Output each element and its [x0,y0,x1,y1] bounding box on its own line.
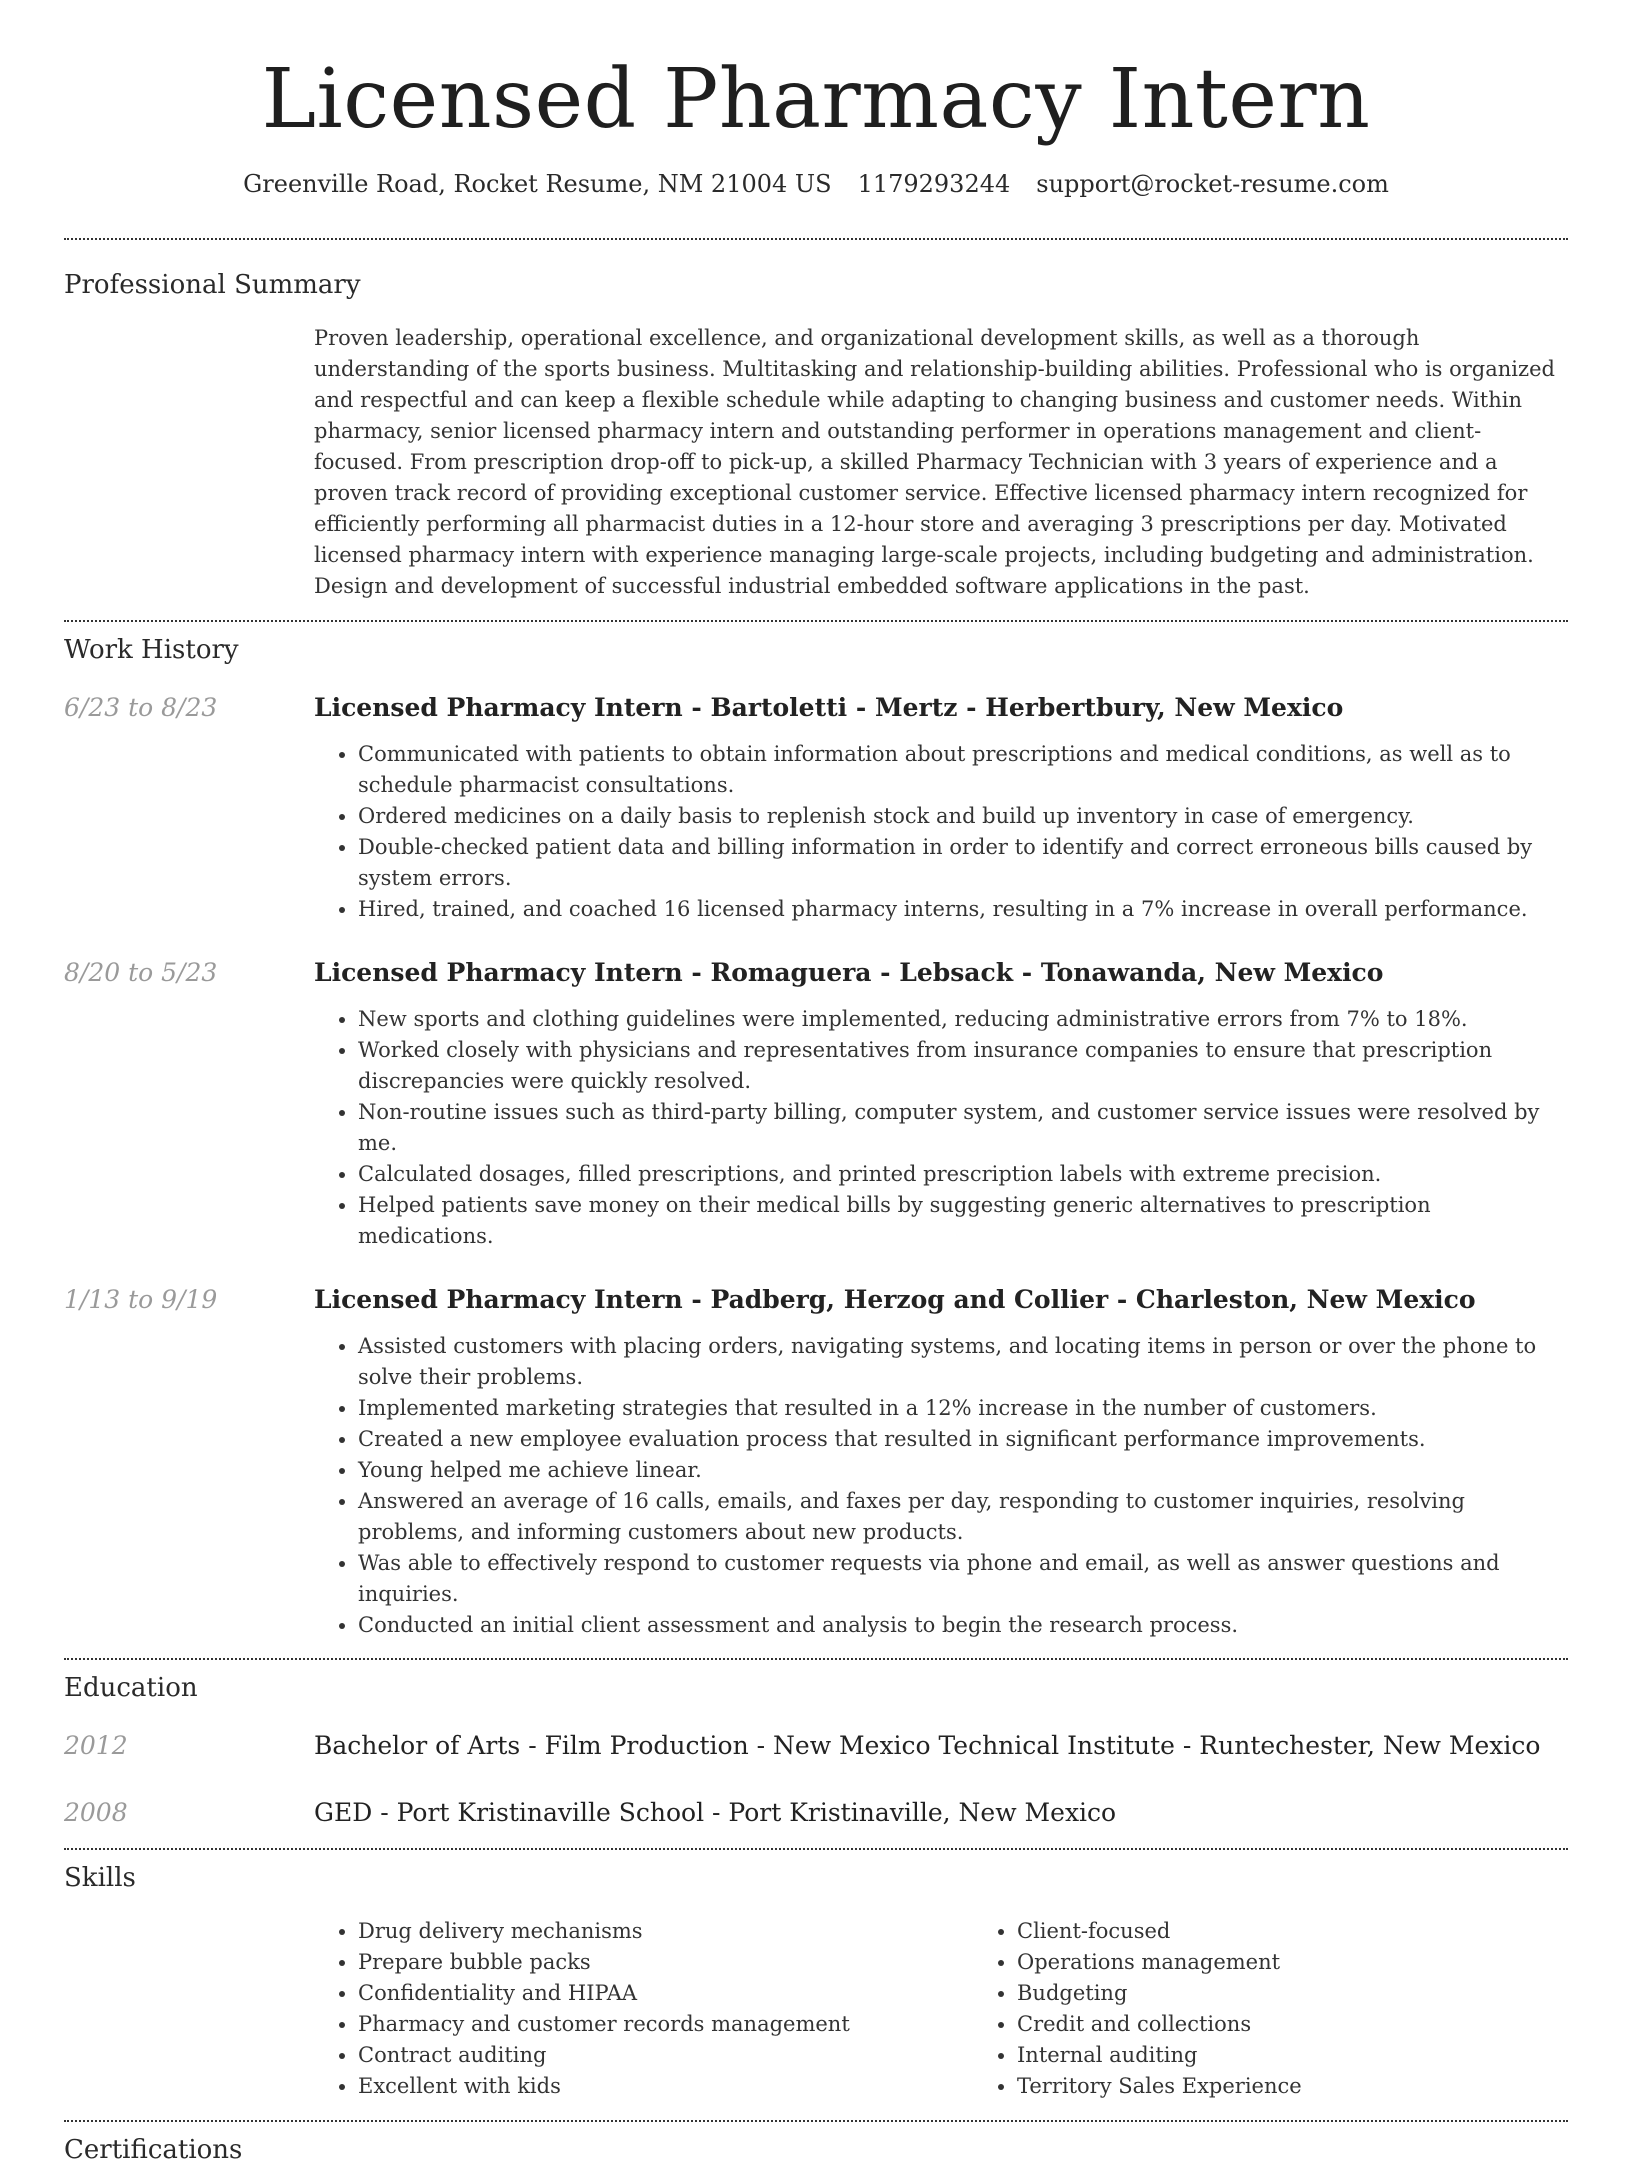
job-bullet: • Worked closely with physicians and representatives from insurance companies to ensure that prescription discrepancies were quickly resolved. [358,1035,1568,1097]
section-divider [64,1658,1568,1660]
contact-email[interactable]: support@rocket-resume.com [1036,170,1389,198]
skill-item: • Budgeting [1017,1978,1632,2009]
skill-item: • Internal auditing [1017,2040,1632,2071]
skills-list-left [314,1916,973,2102]
section-divider [64,1848,1568,1850]
job-details [314,1283,1568,1641]
section-divider [64,238,1568,240]
certifications-heading: Certifications [64,2135,243,2165]
skills-section [64,1861,1568,2102]
section-divider [64,620,1568,622]
job-bullet: • Was able to effectively respond to customer requests via phone and email, as well as answer questions and inquiries. [358,1548,1568,1610]
summary-spacer [64,323,314,602]
skill-item: • Contract auditing [358,2040,973,2071]
job-dates: 8/20 to 5/23 [64,958,218,987]
education-title: Bachelor of Arts - Film Production - New Mexico Technical Institute - Runtechester, New Mexico [314,1731,1541,1760]
job-entry [64,956,1568,1252]
job-entry [64,691,1568,925]
resume-page [64,0,1568,2167]
section-divider [64,2120,1568,2122]
skill-item: • Excellent with kids [358,2071,973,2102]
job-bullet: • Implemented marketing strategies that resulted in a 12% increase in the number of customers. [358,1393,1568,1424]
job-title: Licensed Pharmacy Intern - Bartoletti - Mertz - Herbertbury, New Mexico [314,693,1344,722]
education-entry [64,1729,1568,1763]
candidate-name: Licensed Pharmacy Intern [261,52,1371,147]
education-year: 2012 [64,1731,128,1760]
work-history-section [64,633,1568,1641]
summary-section [64,268,1568,602]
job-bullet: • Ordered medicines on a daily basis to replenish stock and build up inventory in case of emergency. [358,801,1568,832]
skill-item: • Credit and collections [1017,2009,1632,2040]
job-bullet: • Communicated with patients to obtain information about prescriptions and medical conditions, as well as to schedule pharmacist consultations. [358,739,1568,801]
skill-item: • Operations management [1017,1947,1632,1978]
summary-heading: Professional Summary [64,270,361,300]
skill-item: • Confidentiality and HIPAA [358,1978,973,2009]
job-dates: 1/13 to 9/19 [64,1285,218,1314]
job-bullet: • Hired, trained, and coached 16 licensed pharmacy interns, resulting in a 7% increase in overall performance. [358,894,1568,925]
job-bullet: • Calculated dosages, filled prescriptions, and printed prescription labels with extreme precision. [358,1159,1568,1190]
contact-line [64,168,1568,200]
education-entry [64,1796,1568,1830]
education-heading: Education [64,1673,198,1703]
job-bullet: • New sports and clothing guidelines were implemented, reducing administrative errors from 7% to 18%. [358,1004,1568,1035]
skills-grid [314,1916,1632,2102]
skill-item: • Client-focused [1017,1916,1632,1947]
job-bullet: • Double-checked patient data and billing information in order to identify and correct erroneous bills caused by system errors. [358,832,1568,894]
education-year: 2008 [64,1798,128,1827]
summary-row [64,323,1568,602]
job-bullets [314,1331,1568,1641]
job-title: Licensed Pharmacy Intern - Romaguera - Lebsack - Tonawanda, New Mexico [314,958,1384,987]
job-dates: 6/23 to 8/23 [64,693,218,722]
skills-list-right [973,1916,1632,2102]
skill-item: • Prepare bubble packs [358,1947,973,1978]
job-bullets [314,1004,1568,1252]
job-details [314,691,1568,925]
job-bullet: • Helped patients save money on their medical bills by suggesting generic alternatives to prescription medications. [358,1190,1568,1252]
job-bullet: • Created a new employee evaluation process that resulted in significant performance improvements. [358,1424,1568,1455]
education-details [314,1729,1568,1763]
job-bullet: • Young helped me achieve linear. [358,1455,1568,1486]
job-bullet: • Non-routine issues such as third-party billing, computer system, and customer service issues were resolved by me. [358,1097,1568,1159]
job-bullet: • Answered an average of 16 calls, emails, and faxes per day, responding to customer inquiries, resolving problems, and informing customers about new products. [358,1486,1568,1548]
skill-item: • Territory Sales Experience [1017,2071,1632,2102]
skill-item: • Pharmacy and customer records management [358,2009,973,2040]
job-details [314,956,1568,1252]
summary-text: Proven leadership, operational excellence, and organizational development skills, as well as a thorough understanding of the sports business. Multitasking and relationship-building abilities. Professional who is organized and respectful and can keep a flexible schedule while adapting to changing business and customer needs. Within pharmacy, senior licensed pharmacy intern and outstanding performer in operations management and client-focused. From prescription drop-off to pick-up, a skilled Pharmacy Technician with 3 years of experience and a proven track record of providing exceptional customer service. Effective licensed pharmacy intern recognized for efficiently performing all pharmacist duties in a 12-hour store and averaging 3 prescriptions per day. Motivated licensed pharmacy intern with experience managing large-scale projects, including budgeting and administration. Design and development of successful industrial embedded software applications in the past. [314,326,1555,598]
job-entry [64,1283,1568,1641]
summary-body [314,323,1568,602]
skills-row [64,1916,1568,2102]
work-history-heading: Work History [64,635,239,665]
skills-spacer [64,1916,314,2102]
contact-phone: 1179293244 [857,170,1011,198]
job-bullets [314,739,1568,925]
education-title: GED - Port Kristinaville School - Port Kristinaville, New Mexico [314,1798,1117,1827]
skill-item: • Drug delivery mechanisms [358,1916,973,1947]
contact-address: Greenville Road, Rocket Resume, NM 21004 US [243,170,832,198]
education-section [64,1671,1568,1830]
certifications-section [64,2133,1568,2167]
resume-header [64,0,1568,200]
job-title: Licensed Pharmacy Intern - Padberg, Herzog and Collier - Charleston, New Mexico [314,1285,1476,1314]
job-bullet: • Conducted an initial client assessment and analysis to begin the research process. [358,1610,1568,1641]
job-bullet: • Assisted customers with placing orders, navigating systems, and locating items in person or over the phone to solve their problems. [358,1331,1568,1393]
skills-heading: Skills [64,1863,136,1893]
education-details [314,1796,1568,1830]
